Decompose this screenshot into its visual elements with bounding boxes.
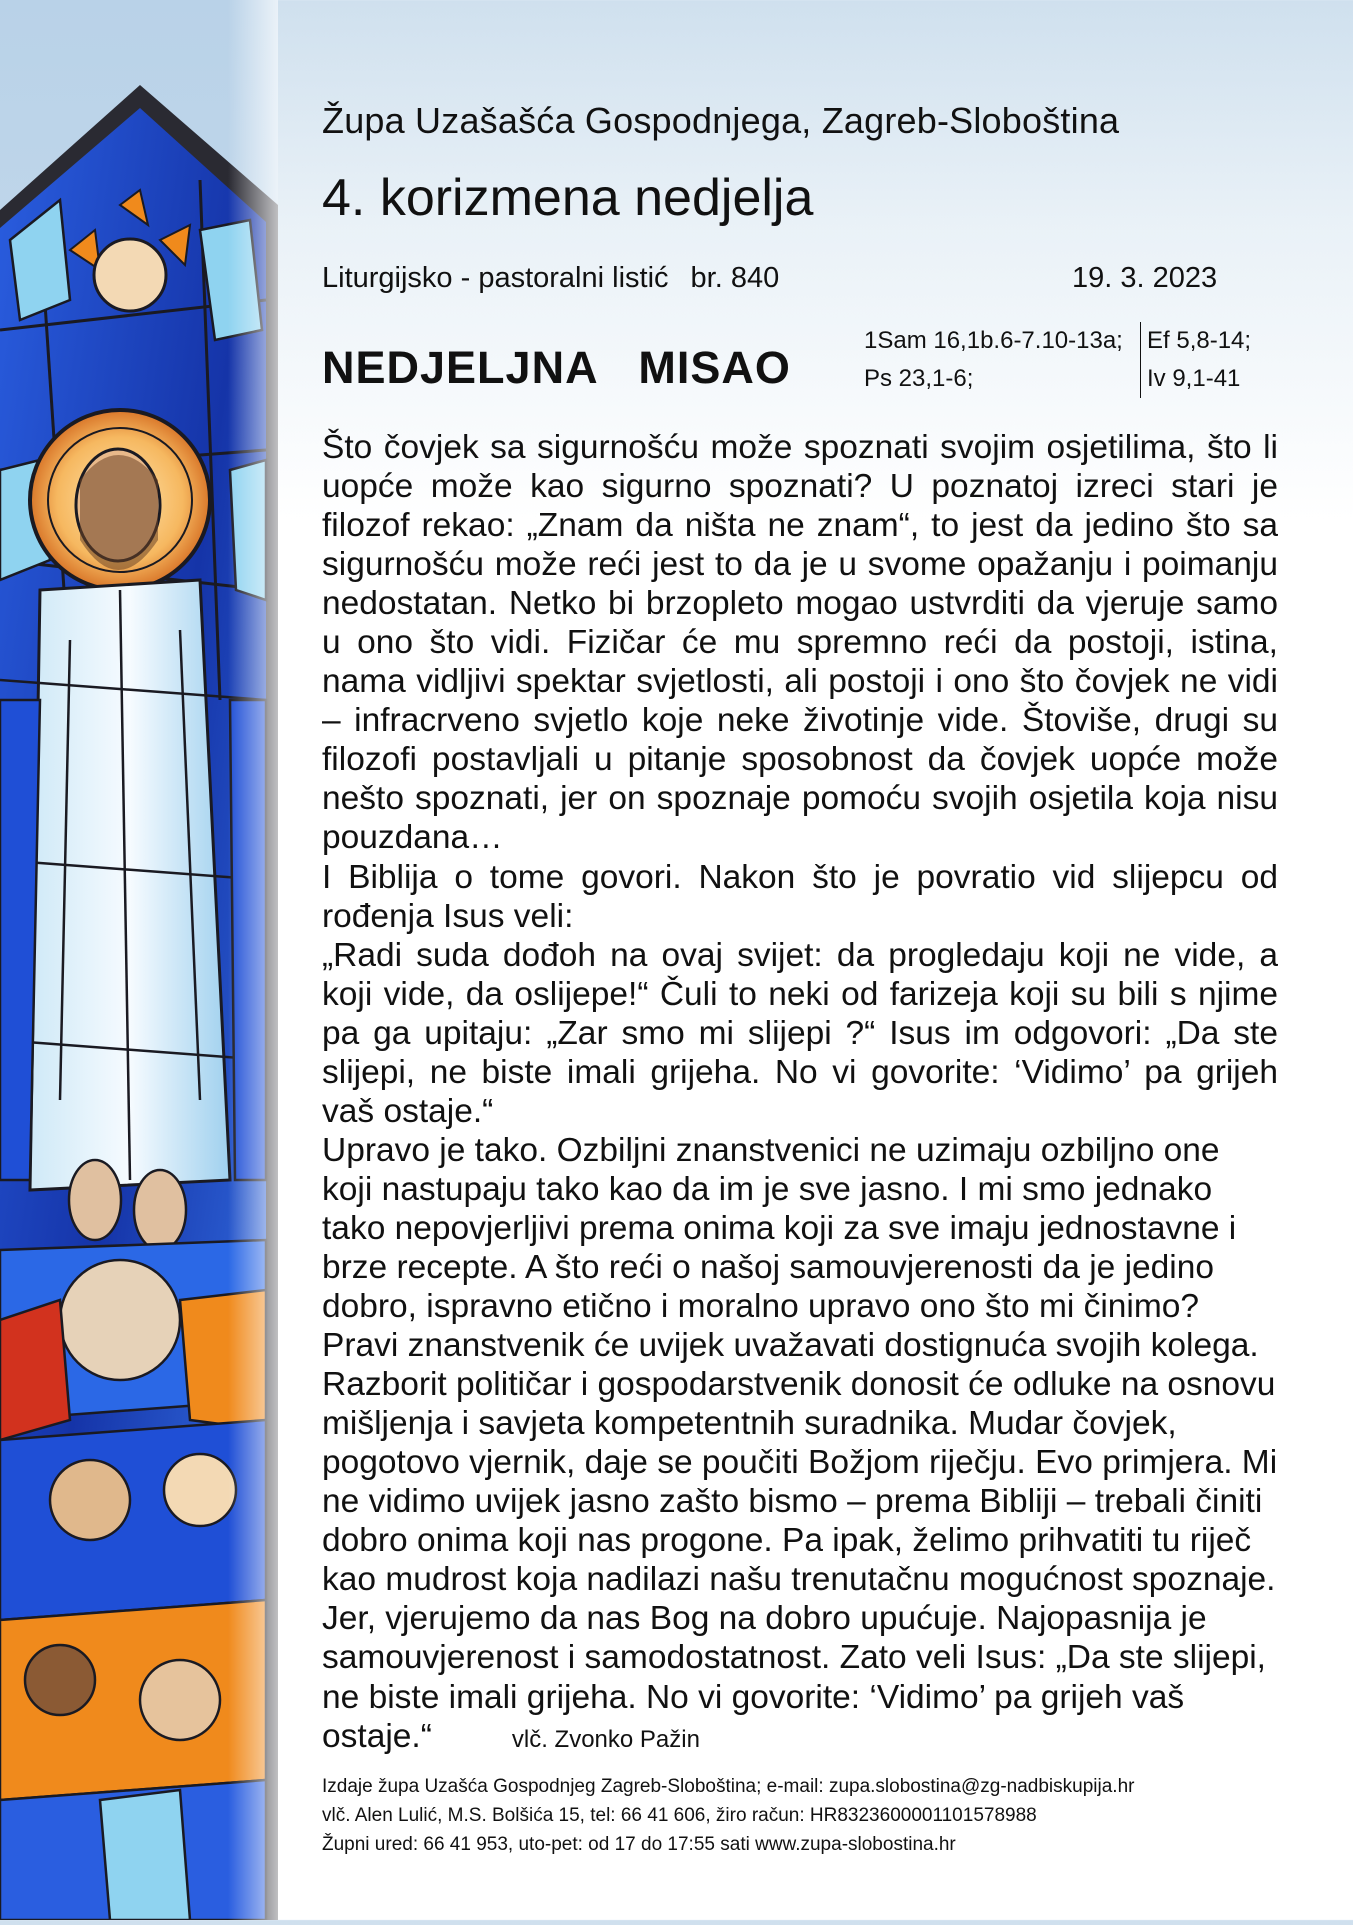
article-body [322, 428, 1278, 1759]
paragraph-2: I Biblija o tome govori. Nakon što je povratio vid slijepcu od rođenja Isus veli: [322, 858, 1278, 935]
parish-name: Župa Uzašašća Gospodnjega, Zagreb-Sloboština [322, 100, 1120, 141]
stained-glass-window [0, 0, 278, 1920]
bulletin-number: br. 840 [690, 262, 780, 294]
reading-second: Ef 5,8-14; [1140, 322, 1251, 360]
reading-psalm: Ps 23,1-6; [864, 365, 974, 392]
paragraph-4-text: Upravo je tako. Ozbiljni znanstvenici ne uzimaju ozbiljno one koji nastupaju tako kao da im je sve jasno. I mi smo jednako tako nepovjerljivi prema onima koji za sve imaju jednostavne i brze recepte. A što reći o našoj samouvjerenosti da je jedino dobro, ispravno etično i moralno upravo ono što mi činimo? Pravi znanstvenik će uvijek uvažavati dostignuća svojih kolega. Razborit političar i gospodarstvenik donosit će odluke na osnovu mišljenja i savjeta kompetentnih suradnika. Mudar čovjek, pogotovo vjernik, daje se poučiti Božjom riječju. Evo primjera. Mi ne vidimo uvijek jasno zašto bismo – prema Bibliji – trebali činiti dobro onima koji nas progone. Pa ipak, želimo prihvatiti tu riječ kao mudrost koja nadilazi našu trenutačnu mogućnost spoznaje. Jer, vjerujemo da nas Bog na dobro upućuje. Najopasnija je samouvjerenost i samodostatnost. Zato veli Isus: „Da ste slijepi, ne biste imali grijeha. No vi govorite: ‘Vidimo’ pa grijeh vaš ostaje.“ [322, 1131, 1278, 1755]
paragraph-4 [322, 1131, 1278, 1759]
paragraph-3: „Radi suda dođoh na ovaj svijet: da progledaju koji ne vide, a koji vide, da oslijepe!“ Čuli to neki od farizeja koji su bili s njime pa ga upitaju: „Zar smo mi slijepi ?“ Isus im odgovori: „Da ste slijepi, ne biste imali grijeha. No vi govorite: ‘Vidimo’ pa grijeh vaš ostaje.“ [322, 936, 1278, 1130]
window-fade-overlay [0, 0, 278, 1920]
footer-line-2: vlč. Alen Lulić, M.S. Bolšića 15, tel: 66 41 606, žiro račun: HR8323600001101578988 [322, 1805, 1037, 1826]
liturgical-sunday-title: 4. korizmena nedjelja [322, 169, 814, 227]
paragraph-1: Što čovjek sa sigurnošću može spoznati svojim osjetilima, što li uopće može kao sigurno spoznati? U poznatoj izreci stari je filozof rekao: „Znam da ništa ne znam“, to jest da jedino što sa sigurnošću može reći jest to da je u svome opažanju i poimanju nedostatan. Netko bi brzopleto mogao ustvrditi da vjeruje samo u ono što vidi. Fizičar će mu spremno reći da postoji, istina, nama vidljivi spektar svjetlosti, ali postoji i ono što čovjek ne vidi – infracrveno svjetlo koje neke životinje vide. Štoviše, drugi su filozofi postavljali u pitanje sposobnost da čovjek uopće može nešto spoznati, jer on spoznaje pomoću svojih osjetila koja nisu pouzdana… [322, 429, 1278, 857]
section-title: NEDJELJNA MISAO [322, 342, 791, 393]
bulletin-label: Liturgijsko - pastoralni listić [322, 262, 669, 294]
bulletin-line [322, 262, 779, 295]
footer-line-3: Župni ured: 66 41 953, uto-pet: od 17 do 17:55 sati www.zupa-slobostina.hr [322, 1834, 956, 1855]
publisher-footer [322, 1772, 1134, 1859]
footer-line-1: Izdaje župa Uzašća Gospodnjeg Zagreb-Sloboština; e-mail: zupa.slobostina@zg-nadbiskupija.hr [322, 1776, 1135, 1797]
author-signature: vlč. Zvonko Pažin [511, 1725, 700, 1753]
reading-gospel: Iv 9,1-41 [1140, 360, 1240, 398]
reading-first: 1Sam 16,1b.6-7.10-13a; [864, 327, 1123, 354]
bulletin-date: 19. 3. 2023 [1072, 262, 1218, 294]
